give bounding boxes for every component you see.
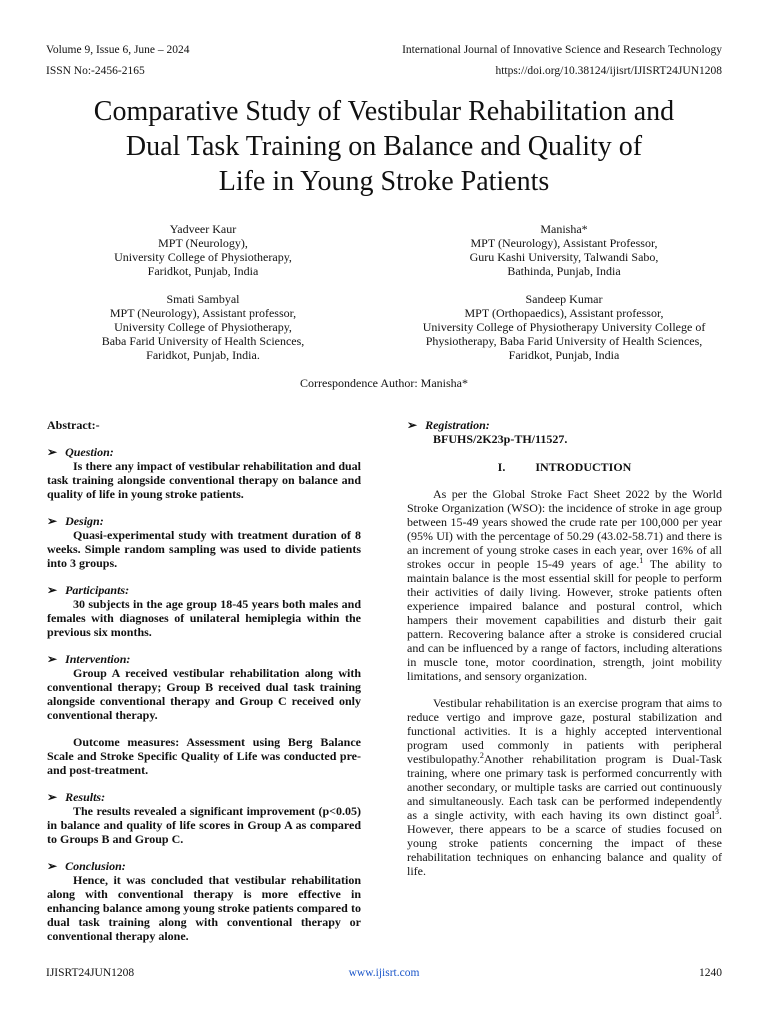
abstract-outcome-measures: Outcome measures: Assessment using Berg Balance Scale and Stroke Specific Quality of Life was conducted pre- and post-treatment. xyxy=(47,735,361,777)
author-affiliation: Faridkot, Punjab, India. xyxy=(146,348,260,362)
author-affiliation: Guru Kashi University, Talwandi Sabo, xyxy=(469,250,659,264)
author-block xyxy=(60,222,346,278)
author-affiliation: Faridkot, Punjab, India xyxy=(508,348,620,362)
author-affiliation: MPT (Neurology), xyxy=(158,236,248,250)
citation-ref[interactable]: 3 xyxy=(715,807,719,816)
author-name: Yadveer Kaur xyxy=(169,222,237,236)
abstract-intervention xyxy=(47,652,361,722)
section-text: Is there any impact of vestibular rehabilitation and dual task training alongside conventional therapy on balance and quality of life in young stroke patients. xyxy=(47,459,361,501)
abstract-conclusion xyxy=(47,859,361,943)
author-name: Manisha* xyxy=(540,222,588,236)
section-text: Quasi-experimental study with treatment duration of 8 weeks. Simple random sampling was used to divide patients into 3 groups. xyxy=(47,528,361,570)
arrow-bullet-icon: ➢ xyxy=(407,418,418,432)
section-title: INTRODUCTION xyxy=(535,460,632,474)
intro-paragraph: As per the Global Stroke Fact Sheet 2022 by the World Stroke Organization (WSO): the incidence of stroke in age group between 15-49 years showed the crude rate per 100,000 per year (95% UI) with the percentage of 50.29 (43.02-58.71) and there is an increment of young stroke cases in each year, over 16% of all strokes occur in people 15-49 years of age.$^1$ The ability to maintain balance is the most essential skill for people to perform their activities of daily living. However, stroke patients often experience impaired balance and postural control, which hampers their movement capabilities and disturb their gait pattern. Recovering balance after a stroke is considered crucial and can be influenced by a range of factors, including alterations in muscle tone, motor coordination, strength, joint mobility limitations, and sensory organization. xyxy=(407,487,722,683)
title-line: Dual Task Training on Balance and Quality of xyxy=(125,131,643,162)
author-affiliation: Bathinda, Punjab, India xyxy=(507,264,621,278)
section-text: Group A received vestibular rehabilitation along with conventional therapy; Group B received dual task training alongside conventional therapy and Group C received only conventional therapy. xyxy=(47,666,361,722)
section-text: The results revealed a significant improvement (p<0.05) in balance and quality of life scores in Group A as compared to Groups B and Group C. xyxy=(47,804,361,846)
arrow-bullet-icon: ➢ xyxy=(47,514,58,528)
author-affiliation: Baba Farid University of Health Sciences, xyxy=(101,334,305,348)
arrow-bullet-icon: ➢ xyxy=(47,652,58,666)
journal-name: International Journal of Innovative Science and Research Technology xyxy=(402,44,722,56)
author-affiliation: MPT (Neurology), Assistant professor, xyxy=(109,306,297,320)
author-affiliation: MPT (Orthopaedics), Assistant professor, xyxy=(464,306,664,320)
abstract-results xyxy=(47,790,361,846)
section-number: I. xyxy=(497,460,506,474)
citation-ref[interactable]: 1 xyxy=(639,556,644,565)
section-label: Registration: xyxy=(425,418,490,432)
title-line: Comparative Study of Vestibular Rehabilitation and xyxy=(93,96,675,127)
section-heading xyxy=(407,460,722,474)
arrow-bullet-icon: ➢ xyxy=(47,859,58,873)
footer-paper-id: IJISRT24JUN1208 xyxy=(46,967,135,979)
author-block xyxy=(408,292,720,362)
paper-title xyxy=(40,94,728,199)
author-affiliation: Physiotherapy, Baba Farid University of Health Sciences, xyxy=(425,334,703,348)
arrow-bullet-icon: ➢ xyxy=(47,583,58,597)
author-block xyxy=(60,292,346,362)
abstract-design xyxy=(47,514,361,570)
citation-ref[interactable]: 2 xyxy=(479,751,484,760)
section-label: Question: xyxy=(65,445,114,459)
section-text: 30 subjects in the age group 18-45 years both males and females with diagnoses of unilateral hemiplegia within the previous six months. xyxy=(47,597,361,639)
arrow-bullet-icon: ➢ xyxy=(47,445,58,459)
author-affiliation: University College of Physiotherapy University College of xyxy=(422,320,706,334)
page-number: 1240 xyxy=(699,967,722,979)
author-affiliation: Faridkot, Punjab, India xyxy=(147,264,259,278)
section-label: Conclusion: xyxy=(65,859,126,873)
section-label: Participants: xyxy=(65,583,130,597)
abstract-heading: Abstract:- xyxy=(47,418,100,432)
author-name: Sandeep Kumar xyxy=(525,292,603,306)
author-name: Smati Sambyal xyxy=(166,292,240,306)
author-block xyxy=(420,222,708,278)
abstract-participants xyxy=(47,583,361,639)
author-affiliation: MPT (Neurology), Assistant Professor, xyxy=(470,236,658,250)
footer-website-link[interactable]: www.ijisrt.com xyxy=(348,967,420,979)
correspondence-author: Correspondence Author: Manisha* xyxy=(300,376,468,390)
abstract-column xyxy=(47,418,361,956)
section-label: Results: xyxy=(65,790,106,804)
issn: ISSN No:-2456-2165 xyxy=(46,65,145,77)
doi-link[interactable]: https://doi.org/10.38124/ijisrt/IJISRT24JUN1208 xyxy=(495,65,722,77)
abstract-registration xyxy=(407,418,722,432)
arrow-bullet-icon: ➢ xyxy=(47,790,58,804)
author-affiliation: University College of Physiotherapy, xyxy=(114,320,292,334)
intro-paragraph: Vestibular rehabilitation is an exercise program that aims to reduce vertigo and improve gaze, postural stabilization and functional activities. It is a highly accepted interventional program used commonly in patients with peripheral vestibulopathy.$^2$Another rehabilitation program is Dual-Task training, where one primary task is performed concurrently with another secondary, or multiple tasks are carried out continuously and simultaneously. Each task can be performed independently as a single activity, with each having its own distinct goal$^3$. However, there appears to be a scarce of studies focused on young stroke patients concerning the impact of these rehabilitation techniques on enhancing balance and quality of life. xyxy=(407,696,722,878)
abstract-question xyxy=(47,445,361,501)
volume-issue: Volume 9, Issue 6, June – 2024 xyxy=(46,44,190,56)
section-text: Hence, it was concluded that vestibular rehabilitation along with conventional therapy is more effective in enhancing balance among young stroke patients compared to dual task training along with conventional therapy or conventional therapy alone. xyxy=(47,873,361,943)
registration-number: BFUHS/2K23p-TH/11527. xyxy=(433,432,568,446)
section-label: Design: xyxy=(65,514,104,528)
body-column xyxy=(407,418,722,891)
section-label: Intervention: xyxy=(65,652,131,666)
title-line: Life in Young Stroke Patients xyxy=(218,166,550,197)
author-affiliation: University College of Physiotherapy, xyxy=(114,250,292,264)
